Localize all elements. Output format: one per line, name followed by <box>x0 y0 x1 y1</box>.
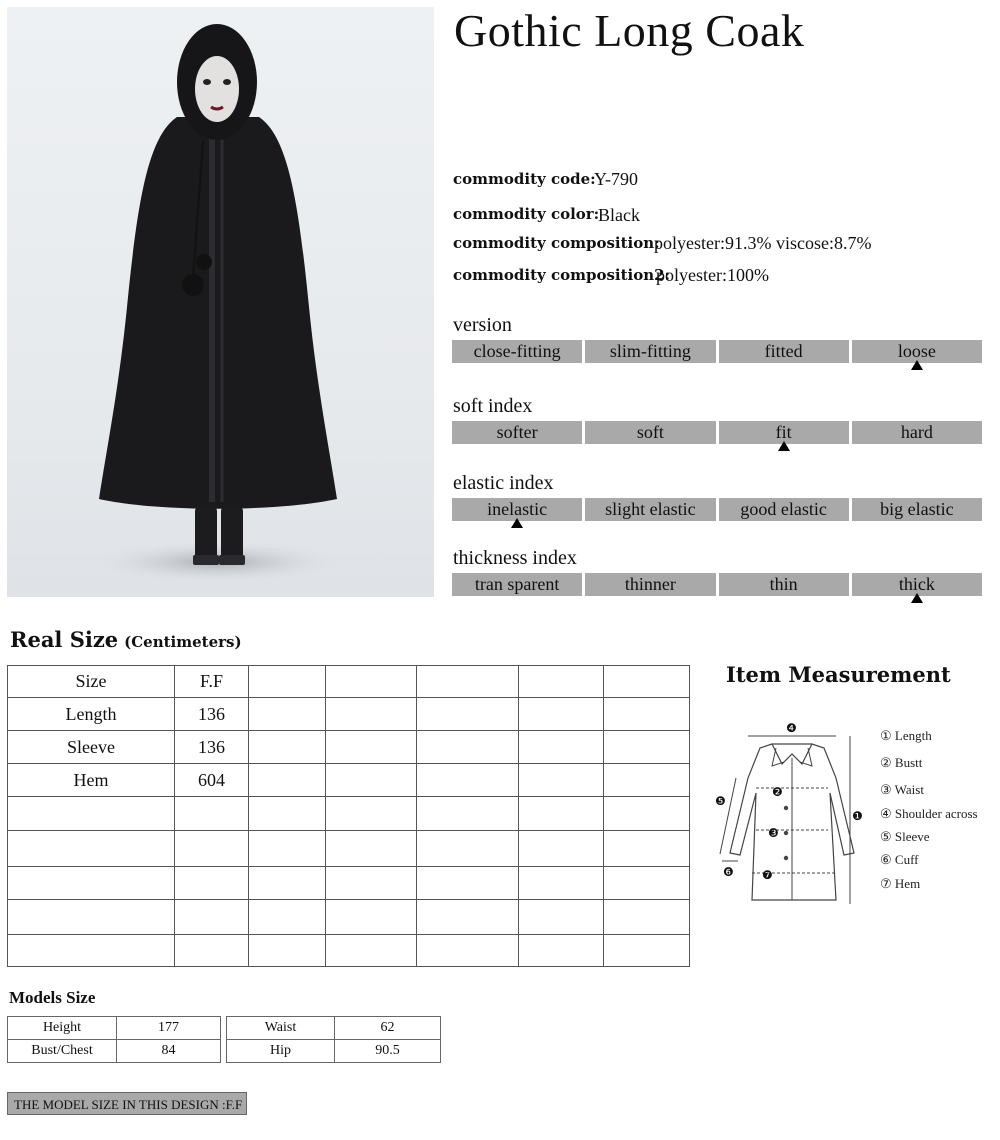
table-cell: Hip <box>227 1040 335 1063</box>
table-cell: Sleeve <box>8 731 175 764</box>
elastic-index-bar <box>452 498 982 521</box>
cloak-illustration <box>7 7 434 597</box>
marker-4: ❹ <box>786 721 797 735</box>
real-size-table <box>7 665 690 967</box>
table-cell: Size <box>8 666 175 698</box>
table-cell: 90.5 <box>335 1040 441 1063</box>
selected-marker-icon <box>911 593 923 603</box>
real-size-unit: (Centimeters) <box>124 633 242 651</box>
table-row <box>8 935 690 967</box>
table-cell: 62 <box>335 1017 441 1040</box>
table-cell: Bust/Chest <box>8 1040 117 1063</box>
marker-5: ❺ <box>715 794 726 808</box>
soft-index-option: soft <box>585 421 715 444</box>
selected-marker-icon <box>911 360 923 370</box>
thickness-index-title: thickness index <box>453 547 577 569</box>
version-option: fitted <box>719 340 849 363</box>
marker-1: ❶ <box>852 809 863 823</box>
item-measurement-title: Item Measurement <box>726 662 951 687</box>
table-row <box>8 764 690 797</box>
legend-cuff: ⑥ Cuff <box>880 852 919 867</box>
table-row <box>227 1017 441 1040</box>
legend-length: ① Length <box>880 728 932 743</box>
legend-shoulder: ④ Shoulder across <box>880 806 978 821</box>
spec-code-label: commodity code: <box>453 170 596 188</box>
model-size-note: THE MODEL SIZE IN THIS DESIGN :F.F <box>7 1092 247 1115</box>
real-size-heading: Real Size <box>10 627 119 652</box>
table-row <box>8 731 690 764</box>
models-size-title: Models Size <box>9 988 96 1007</box>
marker-6: ❻ <box>723 865 734 879</box>
table-cell: 84 <box>117 1040 221 1063</box>
legend-hem: ⑦ Hem <box>880 876 921 891</box>
thickness-index-bar <box>452 573 982 596</box>
table-cell: F.F <box>175 666 249 698</box>
elastic-index-title: elastic index <box>453 472 554 494</box>
soft-index-option: softer <box>452 421 582 444</box>
thickness-index-option: thinner <box>585 573 715 596</box>
version-option: close-fitting <box>452 340 582 363</box>
legend-waist: ③ Waist <box>880 782 924 797</box>
version-option: slim-fitting <box>585 340 715 363</box>
soft-index-option: fit <box>719 421 849 444</box>
table-row <box>8 1017 221 1040</box>
thickness-index-option: thick <box>852 573 982 596</box>
coat-diagram-icon <box>712 718 872 910</box>
spec-composition2-value: polyester:100% <box>656 265 769 285</box>
version-bar <box>452 340 982 363</box>
product-title: Gothic Long Coak <box>454 5 805 56</box>
marker-3: ❸ <box>768 826 779 840</box>
coat-diagram <box>712 718 872 910</box>
elastic-index-option: good elastic <box>719 498 849 521</box>
table-cell: 177 <box>117 1017 221 1040</box>
product-photo <box>7 7 434 597</box>
legend-sleeve: ⑤ Sleeve <box>880 829 930 844</box>
table-cell: 604 <box>175 764 249 797</box>
selected-marker-icon <box>778 441 790 451</box>
version-title: version <box>453 314 512 336</box>
marker-2: ❷ <box>772 785 783 799</box>
table-cell: Hem <box>8 764 175 797</box>
real-size-title <box>10 627 242 652</box>
table-row <box>8 698 690 731</box>
table-cell: Length <box>8 698 175 731</box>
thickness-index-option: tran sparent <box>452 573 582 596</box>
legend-bust: ② Bustt <box>880 755 923 770</box>
table-row <box>8 831 690 867</box>
table-cell: 136 <box>175 731 249 764</box>
spec-composition-value: polyester:91.3% viscose:8.7% <box>654 233 872 253</box>
soft-index-bar <box>452 421 982 444</box>
elastic-index-option: slight elastic <box>585 498 715 521</box>
marker-7: ❼ <box>762 868 773 882</box>
spec-composition-label: commodity composition: <box>453 234 660 252</box>
table-row <box>8 797 690 831</box>
thickness-index-option: thin <box>719 573 849 596</box>
spec-code-value: Y-790 <box>594 169 638 189</box>
table-cell: Height <box>8 1017 117 1040</box>
soft-index-title: soft index <box>453 395 533 417</box>
table-row <box>8 867 690 900</box>
table-row <box>8 666 690 698</box>
soft-index-option: hard <box>852 421 982 444</box>
elastic-index-option: big elastic <box>852 498 982 521</box>
table-row <box>8 900 690 935</box>
table-cell: Waist <box>227 1017 335 1040</box>
models-size-table-right <box>226 1016 441 1063</box>
table-row <box>8 1040 221 1063</box>
spec-color-value: Black <box>598 205 640 225</box>
table-cell: 136 <box>175 698 249 731</box>
spec-color-label: commodity color: <box>453 205 600 223</box>
table-row <box>227 1040 441 1063</box>
selected-marker-icon <box>511 518 523 528</box>
spec-composition2-label: commodity composition2: <box>453 266 671 284</box>
version-option: loose <box>852 340 982 363</box>
elastic-index-option: inelastic <box>452 498 582 521</box>
models-size-table-left <box>7 1016 221 1063</box>
